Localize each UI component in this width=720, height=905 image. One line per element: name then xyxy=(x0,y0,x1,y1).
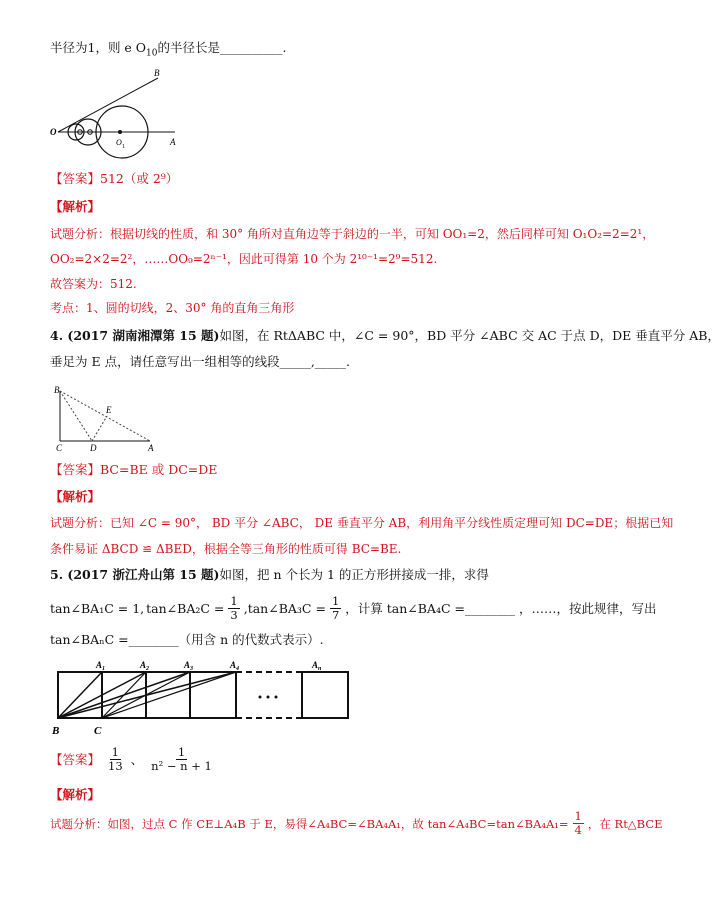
right-triangle-figure xyxy=(52,383,162,453)
q5-jiexi: 【解析】 xyxy=(50,787,101,802)
label-D: D xyxy=(90,443,97,453)
q5-analysis-line xyxy=(50,810,663,837)
label-An: $A_n$ xyxy=(312,660,322,672)
label-C: C xyxy=(56,443,63,453)
label-A: A xyxy=(148,443,154,453)
label-O1-sub: 1 xyxy=(122,144,125,150)
q5-answer-line xyxy=(50,746,216,773)
prev-analysis-2: OO₂=2×2=2²，……OO₉=2ⁿ⁻¹，因此可得第 10 个为 2¹⁰⁻¹=2⁹=512. xyxy=(50,252,438,266)
q5-line1 xyxy=(50,567,489,583)
label-E: E xyxy=(106,405,112,415)
q4-analysis-1: 试题分析：已知 ∠C = 90°， BD 平分 ∠ABC， DE 垂直平分 AB，利用角平分线性质定理可知 DC=DE；根据已知 xyxy=(50,516,674,530)
label-O1: O xyxy=(116,138,122,147)
q5-tan2-fraction xyxy=(228,595,239,622)
q5-answer-fraction-2 xyxy=(149,746,214,773)
prev-question-line xyxy=(50,40,286,62)
q5-tan3-den: 7 xyxy=(331,608,340,622)
q4-line2: 垂足为 E 点，请任意写出一组相等的线段_____,_____. xyxy=(50,354,351,369)
q4-text1: 如图，在 RtΔABC 中，∠C = 90°，BD 平分 ∠ABC 交 AC 于点 D，DE 垂直平分 AB， xyxy=(219,328,720,343)
q5-analysis-fraction xyxy=(573,810,584,837)
q5-tan2: tan∠BA₂C = xyxy=(146,600,225,616)
label-A4: $A_4$ xyxy=(230,660,240,672)
q4-jiexi: 【解析】 xyxy=(50,489,101,504)
label-O: O xyxy=(50,127,57,137)
q5-head: 5. (2017 浙江舟山第 15 题) xyxy=(50,567,220,582)
label-B: B xyxy=(52,725,60,737)
q4-analysis-2: 条件易证 ΔBCD ≌ ΔBED，根据全等三角形的性质可得 BC=BE. xyxy=(50,542,402,556)
prev-question-text: 半径为1，则 e O xyxy=(50,40,147,55)
q5-text1: 如图，把 n 个长为 1 的正方形拼接成一排，求得 xyxy=(219,567,489,582)
q5-tan2-num: 1 xyxy=(230,594,238,608)
q4-answer: 【答案】BC=BE 或 DC=DE xyxy=(50,462,218,477)
prev-question-sub: 10 xyxy=(146,48,158,59)
q5-line3 xyxy=(50,632,324,648)
q5-answer2-num: 1 xyxy=(177,745,186,759)
q5-answer1-den: 13 xyxy=(108,759,123,773)
tangent-circles-figure xyxy=(50,70,190,165)
q5-analysis-pre: 试题分析：如图，过点 C 作 CE⊥A₄B 于 E，易得∠A₄BC=∠BA₄A₁，故 tan∠A₄BC=tan∠BA₄A₁= xyxy=(50,816,569,831)
q5-tan1: tan∠BA₁C = 1, xyxy=(50,600,145,616)
q5-analysis-num: 1 xyxy=(574,809,582,823)
prev-analysis-1: 试题分析：根据切线的性质，和 30° 角所对直角边等于斜边的一半，可知 OO₁=2，然后同样可知 O₁O₂=2=2¹， xyxy=(50,227,655,241)
q5-analysis-den: 4 xyxy=(574,823,582,837)
q5-tan3: ,tan∠BA₃C = xyxy=(243,600,326,616)
q5-analysis-post: ，在 Rt△BCE xyxy=(587,816,663,831)
label-B: B xyxy=(54,385,60,395)
q5-answer2-den: n² − n + 1 xyxy=(151,759,212,773)
q5-tan3-fraction xyxy=(330,595,341,622)
q5-answer1-num: 1 xyxy=(111,745,119,759)
label-A: A xyxy=(170,137,176,147)
prev-kaodian: 考点：1、圆的切线，2、30° 角的直角三角形 xyxy=(50,301,295,315)
q5-tan3-num: 1 xyxy=(331,594,340,608)
q5-answer-sep: 、 xyxy=(130,751,144,767)
prev-jiexi: 【解析】 xyxy=(50,199,101,214)
q5-tann: tan∠BAₙC =________ xyxy=(50,632,179,647)
q5-answer-fraction-1 xyxy=(106,746,125,773)
q5-tan2-den: 3 xyxy=(230,608,238,622)
prev-question-tail: 的半径长是__________. xyxy=(157,40,287,55)
q5-calc: ，计算 tan∠BA₄C =________ ，……，按此规律，写出 xyxy=(345,600,657,616)
label-C: C xyxy=(94,725,102,737)
label-A3: $A_3$ xyxy=(184,660,194,672)
q5-tann-tail: （用含 n 的代数式表示）. xyxy=(178,632,324,647)
label-A2: $A_2$ xyxy=(140,660,150,672)
squares-figure xyxy=(50,656,360,738)
label-A1: $A_1$ xyxy=(96,660,106,672)
q5-answer-label: 【答案】 xyxy=(50,751,101,767)
q4-line1 xyxy=(50,328,720,344)
q4-head: 4. (2017 湖南湘潭第 15 题) xyxy=(50,328,220,343)
prev-answer: 【答案】512（或 2⁹） xyxy=(50,171,179,186)
q5-line2 xyxy=(50,595,656,622)
label-B: B xyxy=(154,68,160,78)
prev-conclusion: 故答案为：512. xyxy=(50,277,137,291)
